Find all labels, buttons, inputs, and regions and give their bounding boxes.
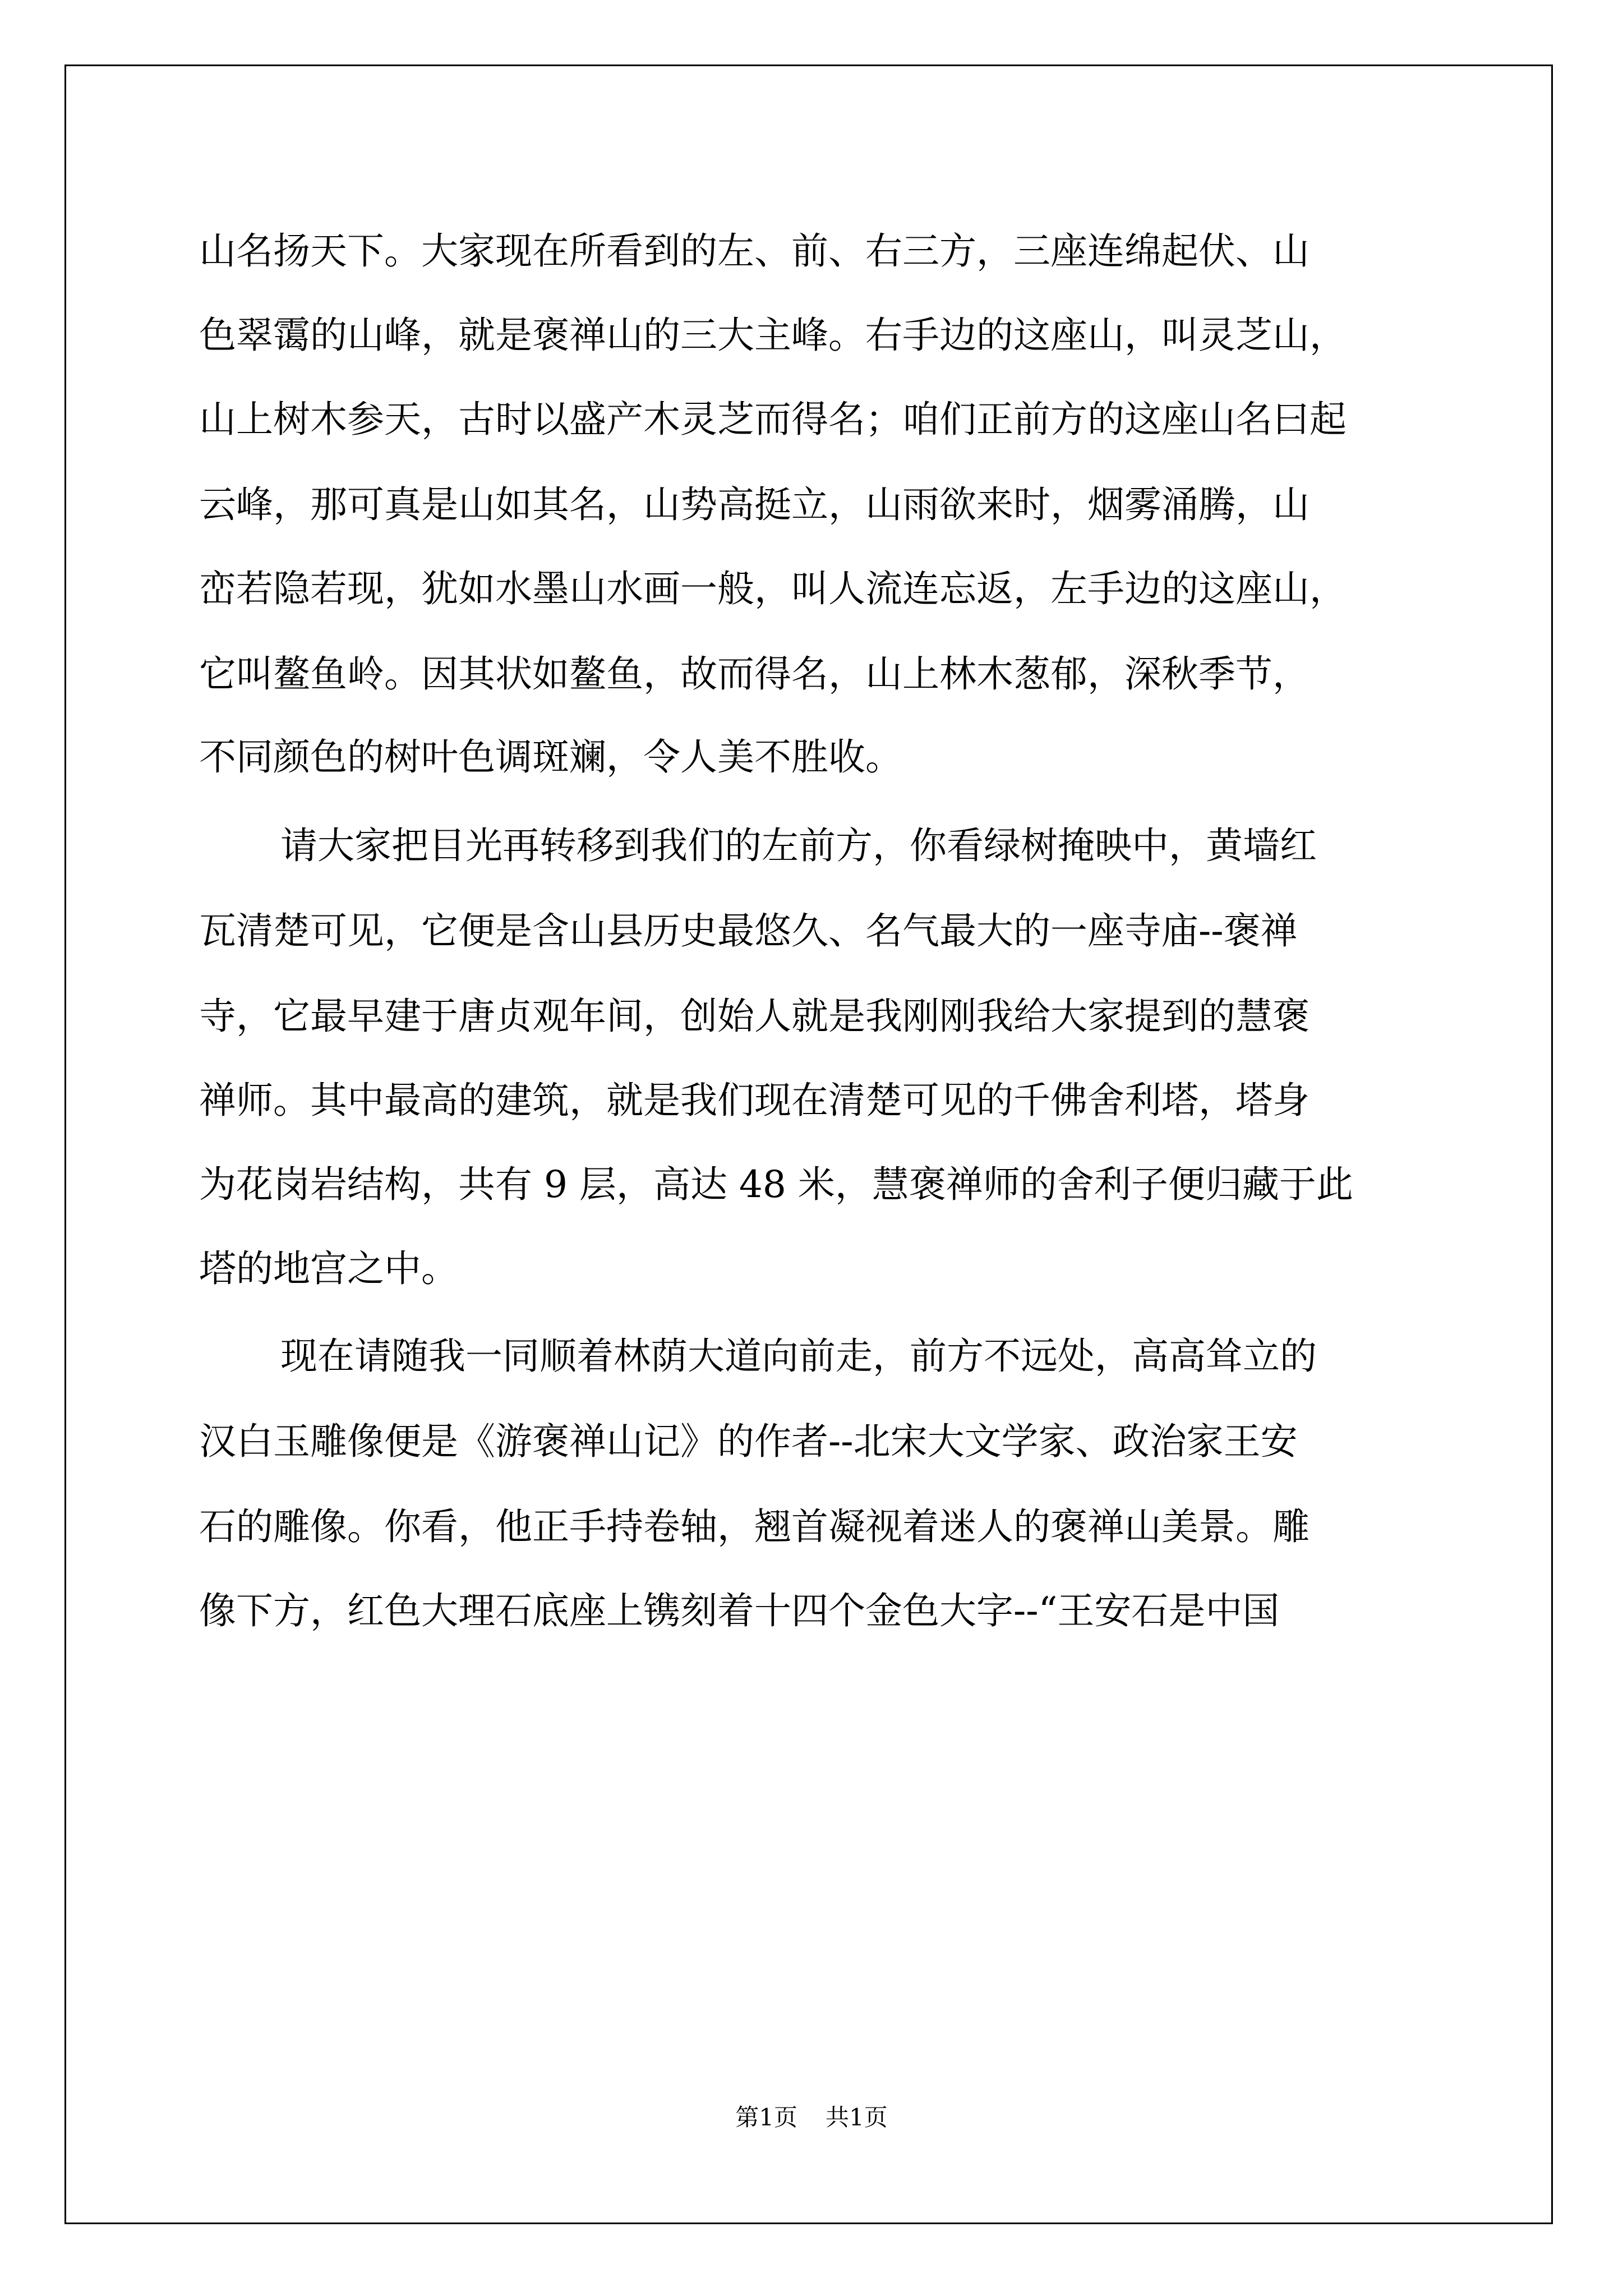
text-line: 禅师。其中最高的建筑，就是我们现在清楚可见的千佛舍利塔，塔身 [199, 1079, 1310, 1122]
text-line: 汉白玉雕像便是《游褒禅山记》的作者--北宋大文学家、政治家王安 [199, 1420, 1298, 1463]
text-line: 云峰，那可真是山如其名，山势高挺立，山雨欲来时，烟雾涌腾，山 [199, 483, 1310, 526]
page-number: 第1页 [735, 2104, 797, 2131]
total-pages: 共1页 [826, 2104, 888, 2131]
text-line: 峦若隐若现，犹如水墨山水画一般，叫人流连忘返，左手边的这座山， [199, 567, 1347, 610]
text-line: 色翠霭的山峰，就是褒禅山的三大主峰。右手边的这座山，叫灵芝山， [199, 314, 1347, 357]
text-line: 不同颜色的树叶色调斑斓，令人美不胜收。 [199, 735, 902, 779]
page-footer [0, 2101, 1623, 2134]
page-border [64, 65, 1553, 2224]
text-line: 它叫鳌鱼岭。因其状如鳌鱼，故而得名，山上林木葱郁，深秋季节， [199, 652, 1310, 696]
text-line: 瓦清楚可见，它便是含山县历史最悠久、名气最大的一座寺庙--褒禅 [199, 909, 1298, 953]
text-line: 山上树木参天，古时以盛产木灵芝而得名；咱们正前方的这座山名曰起 [199, 398, 1347, 441]
text-line: 为花岗岩结构，共有 9 层，高达 48 米，慧褒禅师的舍利子便归藏于此 [199, 1163, 1353, 1206]
text-line: 石的雕像。你看，他正手持卷轴，翘首凝视着迷人的褒禅山美景。雕 [199, 1505, 1310, 1548]
text-line: 寺，它最早建于唐贞观年间，创始人就是我刚刚我给大家提到的慧褒 [199, 995, 1310, 1038]
text-line: 塔的地宫之中。 [199, 1247, 458, 1290]
text-line: 像下方，红色大理石底座上镌刻着十四个金色大字--“王安石是中国 [199, 1589, 1280, 1632]
text-line: 现在请随我一同顺着林荫大道向前走，前方不远处，高高耸立的 [280, 1335, 1317, 1378]
text-line: 请大家把目光再转移到我们的左前方，你看绿树掩映中，黄墙红 [280, 824, 1317, 867]
text-line: 山名扬天下。大家现在所看到的左、前、右三方，三座连绵起伏、山 [199, 229, 1310, 273]
